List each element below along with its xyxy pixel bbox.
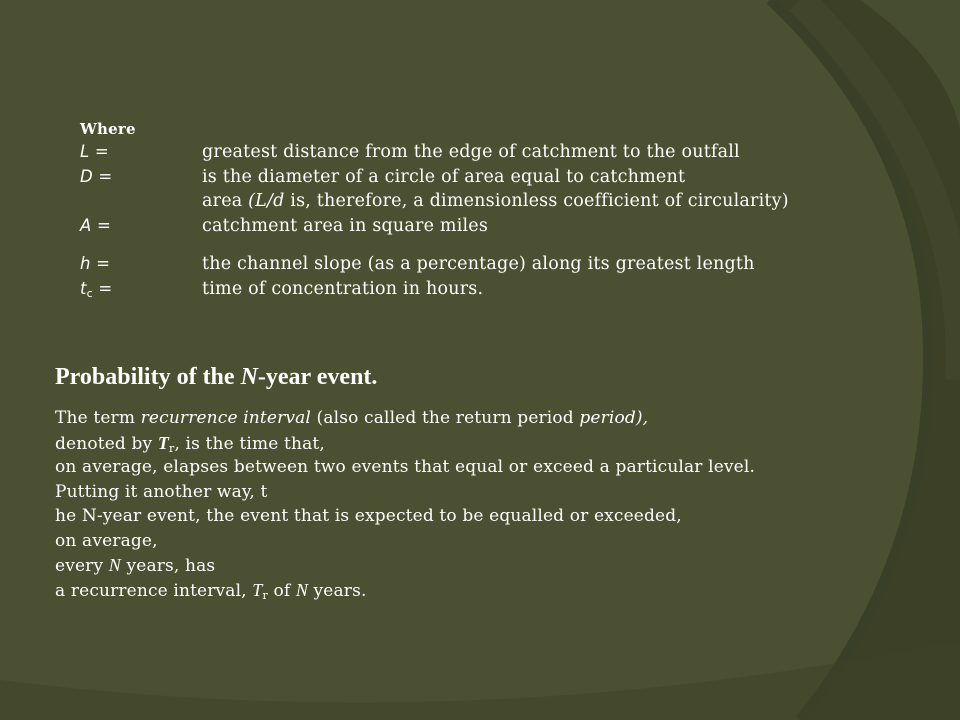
definition-row-d xyxy=(80,165,686,190)
body-line: every N years, has xyxy=(55,555,216,576)
definition-text: time of concentration in hours. xyxy=(202,278,484,299)
where-label: Where xyxy=(80,120,136,138)
definition-row-l xyxy=(80,140,740,165)
definition-key: tc = xyxy=(80,278,113,300)
definition-text: catchment area in square miles xyxy=(202,215,489,236)
definition-row-a xyxy=(80,214,489,239)
definition-key: L = xyxy=(80,142,109,161)
definition-text: area (L/d is, therefore, a dimensionless coefficient of circularity) xyxy=(202,191,789,211)
definitions-block xyxy=(80,118,789,301)
body-line: The term recurrence interval (also called the return period period), xyxy=(55,408,649,428)
body-paragraph xyxy=(55,406,755,602)
definition-text: greatest distance from the edge of catchment to the outfall xyxy=(202,142,740,162)
definition-text: is the diameter of a circle of area equal to catchment xyxy=(202,166,686,187)
body-line: on average, xyxy=(55,530,158,551)
body-line: denoted by Tr, is the time that, xyxy=(55,432,325,455)
body-line: on average, elapses between two events that equal or exceed a particular level. xyxy=(55,457,756,477)
definition-key: h = xyxy=(80,254,111,273)
definition-key: D = xyxy=(80,166,113,186)
definition-row-h xyxy=(80,252,755,277)
definition-row-continuation xyxy=(80,189,789,214)
definition-key: A = xyxy=(80,215,111,235)
body-line: Putting it another way, t xyxy=(55,481,268,502)
body-line: a recurrence interval, Tr of N years. xyxy=(55,579,367,602)
definition-text: the channel slope (as a percentage) along its greatest length xyxy=(202,254,755,274)
body-line: he N-year event, the event that is expected to be equalled or exceeded, xyxy=(55,506,682,526)
definition-row-tc xyxy=(80,277,484,302)
section-heading: Probability of the N-year event. xyxy=(55,364,378,390)
